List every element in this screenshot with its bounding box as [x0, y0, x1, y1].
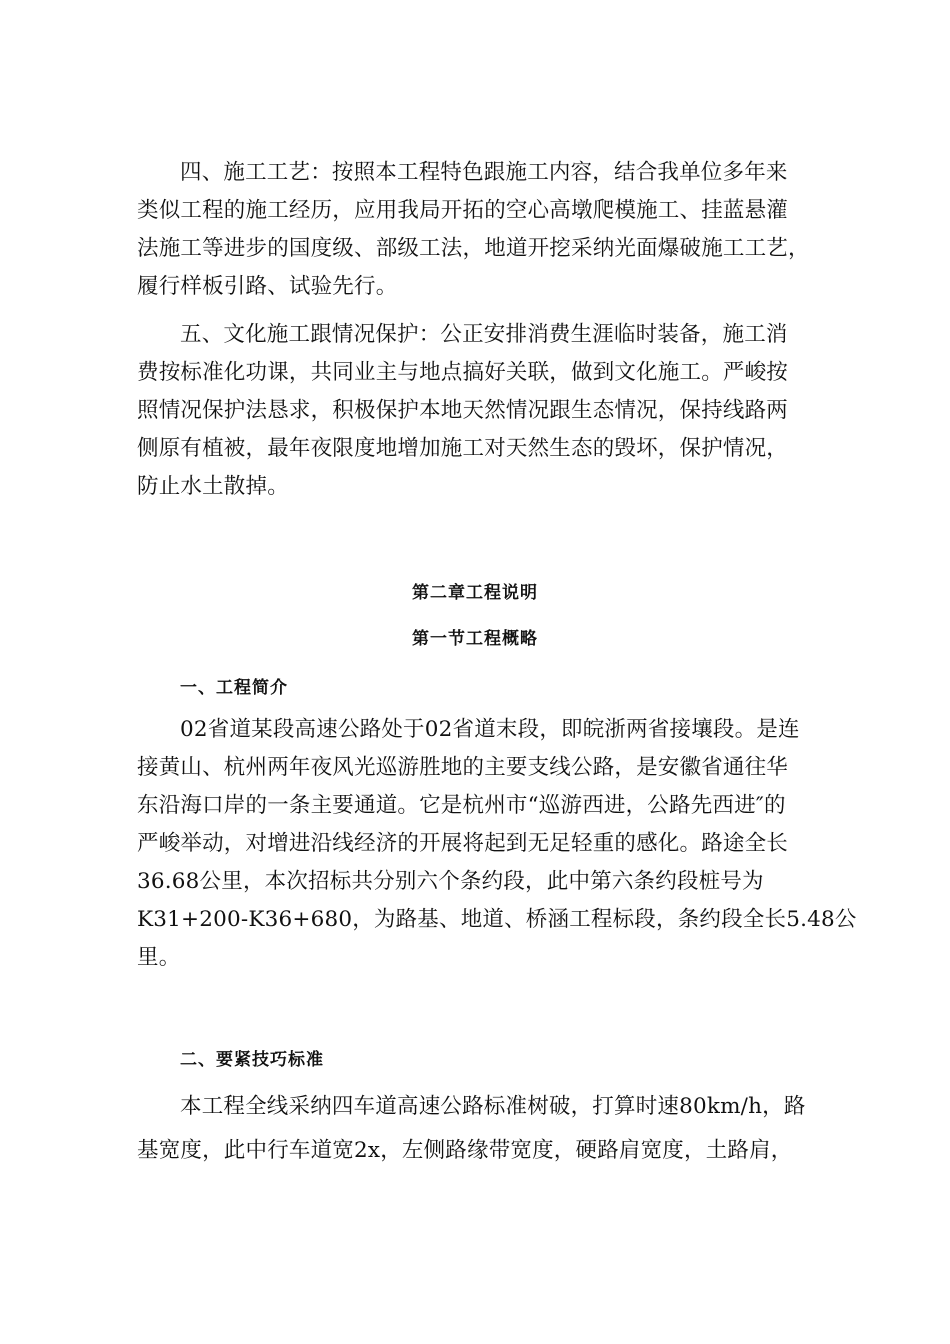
intro-line-5: 36.68公里，本次招标共分别六个条约段，此中第六条约段桩号为: [137, 869, 764, 894]
section5-line-1: 五、文化施工跟情况保护：公正安排消费生涯临时装备，施工消: [180, 322, 788, 347]
intro-line-6: K31+200-K36+680，为路基、地道、桥涵工程标段，条约段全长5.48公: [137, 907, 857, 932]
standards-line-1: 本工程全线采纳四车道高速公路标准树破，打算时速80km/h，路: [180, 1094, 806, 1119]
intro-line-1: 02省道某段高速公路处于02省道末段，即皖浙两省接壤段。是连: [180, 717, 800, 742]
intro-heading: 一、工程简介: [180, 678, 288, 698]
section4-line-2: 类似工程的施工经历，应用我局开拓的空心高墩爬模施工、挂蓝悬灌: [137, 198, 789, 223]
section4-line-4: 履行样板引路、试验先行。: [137, 274, 398, 299]
section4-line-1: 四、施工工艺：按照本工程特色跟施工内容，结合我单位多年来: [180, 160, 788, 185]
section5-line-3: 照情况保护法恳求，积极保护本地天然情况跟生态情况，保持线路两: [137, 398, 789, 423]
section5-line-4: 侧原有植被，最年夜限度地增加施工对天然生态的毁坏，保护情况，: [137, 436, 789, 461]
standards-heading: 二、要紧技巧标准: [180, 1050, 324, 1070]
section5-line-5: 防止水土散掉。: [137, 474, 289, 499]
section4-line-3: 法施工等进步的国度级、部级工法，地道开挖采纳光面爆破施工工艺，: [137, 236, 810, 261]
section-title: 第一节工程概略: [412, 629, 538, 649]
section5-line-2: 费按标准化功课，共同业主与地点搞好关联，做到文化施工。严峻按: [137, 360, 789, 385]
intro-line-2: 接黄山、杭州两年夜风光巡游胜地的主要支线公路，是安徽省通往华: [137, 755, 789, 780]
intro-line-4: 严峻举动，对增进沿线经济的开展将起到无足轻重的感化。路途全长: [137, 831, 789, 856]
standards-line-2: 基宽度，此中行车道宽2x，左侧路缘带宽度，硬路肩宽度，土路肩，: [137, 1138, 793, 1163]
intro-line-7: 里。: [137, 945, 181, 970]
chapter-title: 第二章工程说明: [412, 583, 538, 603]
intro-line-3: 东沿海口岸的一条主要通道。它是杭州市“巡游西进，公路先西进″的: [137, 793, 786, 818]
